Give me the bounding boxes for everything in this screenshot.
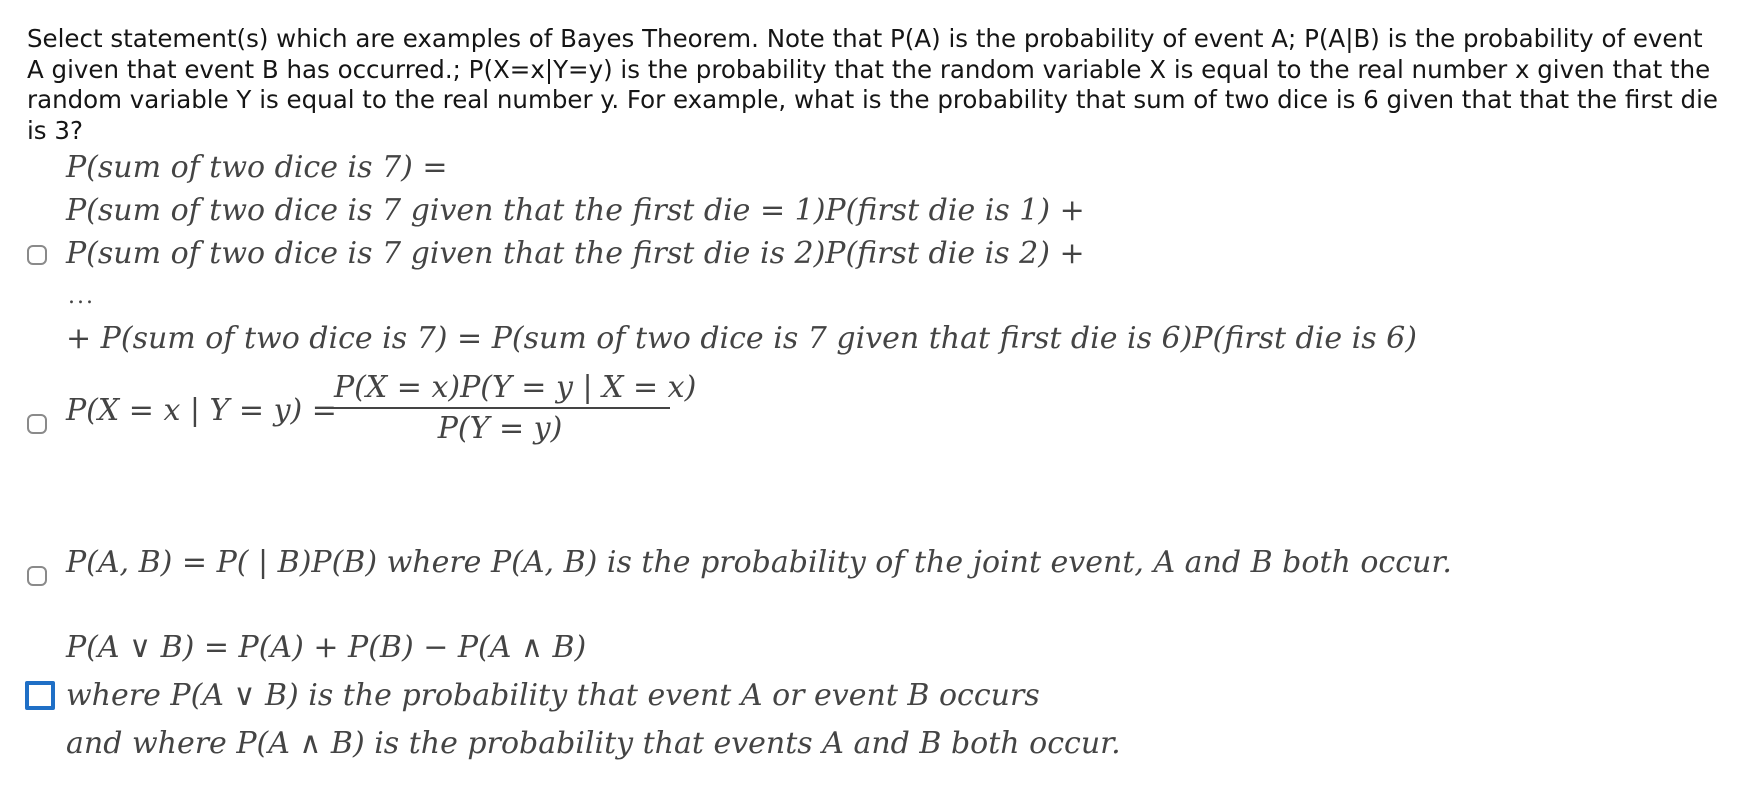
question-text: Select statement(s) which are examples of Bayes Theorem. Note that P(A) is the probability of event A; P(A|B) is the probability of event A given that event B has occurred.; P(X=x|Y=y) is the probability that the random variable X is equal to the real number x given that the random variable Y is equal to the real number y. For example, what is the probability that sum of two dice is 6 given that that the first die is 3? [27,24,1718,145]
option-d-line-1: P(A ∨ B) = P(A) + P(B) − P(A ∧ B) [66,630,587,665]
option-a-checkbox[interactable] [27,245,47,265]
option-c-line-1: P(A, B) = P( | B)P(B) where P(A, B) is the probability of the joint event, A and B both occur. [66,545,1452,580]
option-a-line-1: P(sum of two dice is 7) = [66,150,448,185]
option-d-line-3: and where P(A ∧ B) is the probability that events A and B both occur. [66,726,1121,761]
option-b-fraction [330,370,697,446]
option-c-checkbox[interactable] [27,566,47,586]
option-b-checkbox[interactable] [27,414,47,434]
option-b-lhs: P(X = x | Y = y) = [66,393,337,428]
option-d-checkbox[interactable] [25,681,55,710]
option-a-line-5: + P(sum of two dice is 7) = P(sum of two dice is 7 given that first die is 6)P(first die is 6) [66,321,1417,356]
option-a-line-2: P(sum of two dice is 7 given that the first die = 1)P(first die is 1) + [66,193,1085,228]
option-b-denominator: P(Y = y) [437,411,563,446]
option-d-line-2: where P(A ∨ B) is the probability that event A or event B occurs [66,678,1040,713]
option-a-ellipsis: ... [68,284,95,309]
option-b-numerator: P(X = x)P(Y = y | X = x) [330,370,670,409]
option-a-line-3: P(sum of two dice is 7 given that the first die is 2)P(first die is 2) + [66,236,1085,271]
